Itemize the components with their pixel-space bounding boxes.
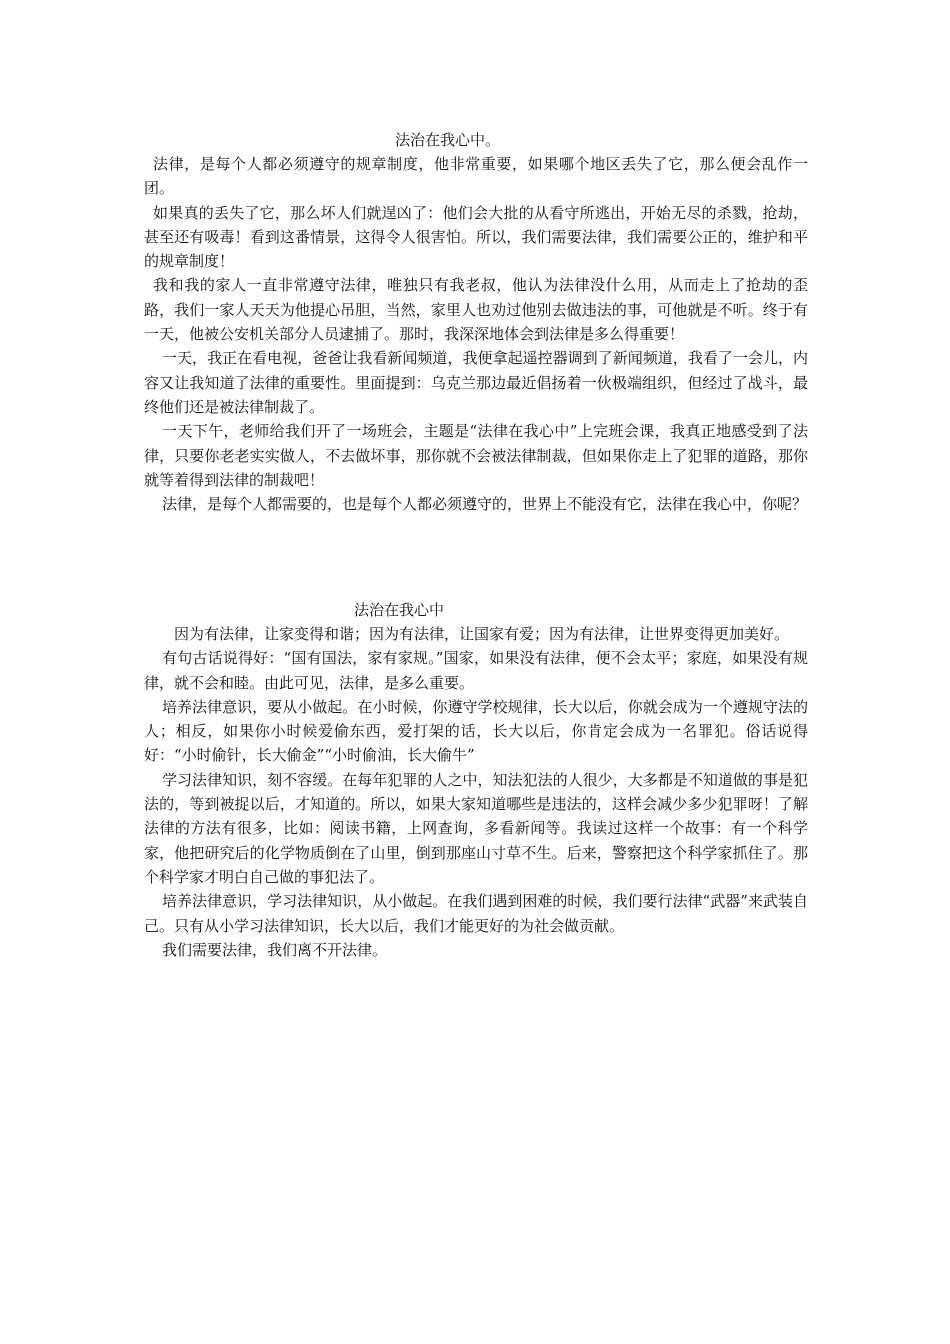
paragraph: 培养法律意识，学习法律知识，从小做起。在我们遇到困难的时候，我们要行法律“武器”来武装自己。只有从小学习法律知识，长大以后，我们才能更好的为社会做贡献。 [144, 892, 808, 935]
paragraph: 一天下午，老师给我们开了一场班会，主题是“法律在我心中”上完班会课，我真正地感受到了法律，只要你老老实实做人，不去做坏事，那你就不会被法律制裁，但如果你走上了犯罪的道路，那你就等着得到法律的制裁吧！ [144, 422, 808, 489]
paragraph: 学习法律知识，刻不容缓。在每年犯罪的人之中，知法犯法的人很少，大多都是不知道做的事是犯法的，等到被捉以后，才知道的。所以，如果大家知道哪些是违法的，这样会减少多少犯罪呀！了解法律的方法有很多，比如：阅读书籍，上网查询，多看新闻等。我读过这样一个故事：有一个科学家，他把研究后的化学物质倒在了山里，倒到那座山寸草不生。后来，警察把这个科学家抓住了。那个科学家才明白自己做的事犯法了。 [144, 770, 808, 886]
paragraph: 如果真的丢失了它，那么坏人们就逞凶了：他们会大批的从看守所逃出，开始无尽的杀戮，抢劫，甚至还有吸毒！看到这番情景，这得令人很害怕。所以，我们需要法律，我们需要公正的，维护和平的规章制度！ [144, 203, 808, 271]
essay-2 [144, 598, 808, 962]
essay-title: 法治在我心中 [354, 601, 445, 619]
essay-title: 法治在我心中。 [395, 131, 501, 149]
paragraph: 培养法律意识，要从小做起。在小时候，你遵守学校规律，长大以后，你就会成为一个遵规守法的人；相反，如果你小时候爱偷东西，爱打架的话，长大以后，你肯定会成为一名罪犯。俗话说得好：“小时偷针，长大偷金”“小时偷油，长大偷牛” [144, 697, 808, 765]
paragraph: 法律，是每个人都需要的，也是每个人都必须遵守的，世界上不能没有它，法律在我心中，你呢？ [162, 495, 808, 514]
essay-1 [144, 128, 808, 516]
paragraph: 因为有法律，让家变得和谐；因为有法律，让国家有爱；因为有法律，让世界变得更加美好。 [174, 625, 790, 643]
paragraph: 我和我的家人一直非常遵守法律，唯独只有我老叔，他认为法律没什么用，从而走上了抢劫的歪路，我们一家人天天为他提心吊胆，当然，家里人也劝过他别去做违法的事，可他就是不听。终于有一天，他被公安机关部分人员逮捕了。那时，我深深地体会到法律是多么得重要！ [144, 276, 808, 344]
paragraph: 有句古话说得好：“国有国法，家有家规。”国家，如果没有法律，便不会太平；家庭，如果没有规律，就不会和睦。由此可见，法律，是多么重要。 [144, 649, 808, 692]
paragraph: 一天，我正在看电视，爸爸让我看新闻频道，我便拿起遥控器调到了新闻频道，我看了一会儿，内容又让我知道了法律的重要性。里面提到：乌克兰那边最近倡扬着一伙极端组织，但经过了战斗，最终他们还是被法律制裁了。 [144, 349, 808, 416]
paragraph: 法律，是每个人都必须遵守的规章制度，他非常重要，如果哪个地区丢失了它，那么便会乱作一团。 [144, 155, 808, 198]
paragraph: 我们需要法律，我们离不开法律。 [162, 940, 388, 959]
